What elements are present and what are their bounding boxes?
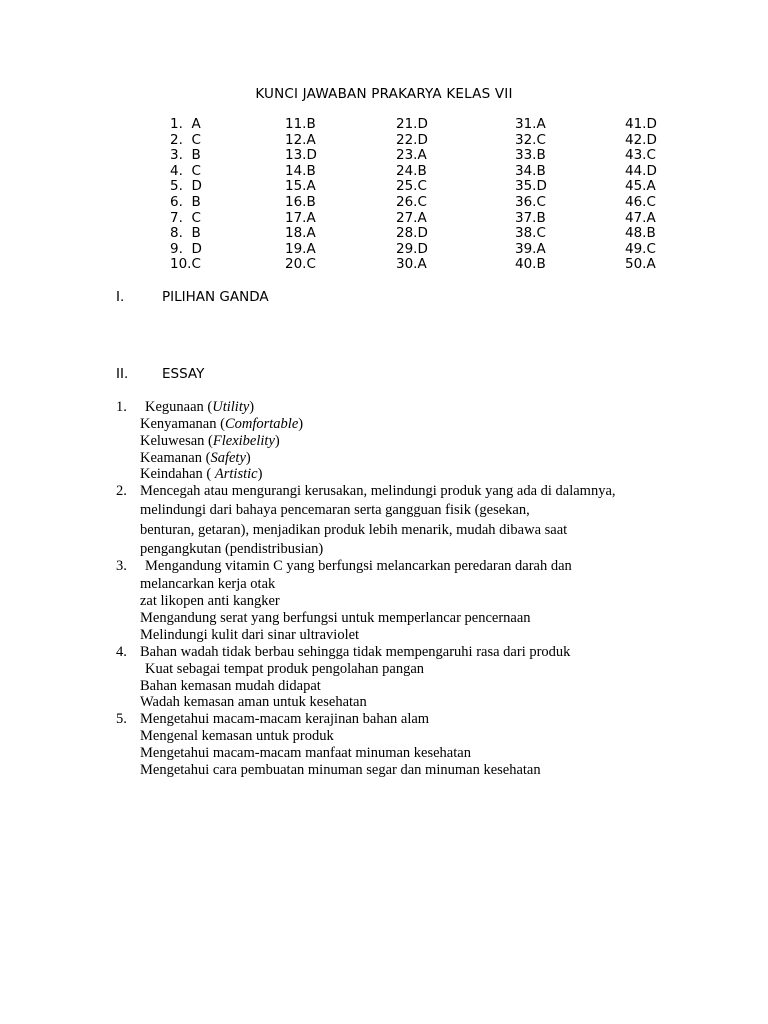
answer-item: 40.B	[515, 256, 546, 273]
answer-item: 10.C	[170, 256, 201, 273]
answer-item: 50.A	[625, 256, 656, 273]
essay-5-number: 5.	[116, 711, 127, 727]
essay-2-line: Mencegah atau mengurangi kerusakan, melindungi produk yang ada di dalamnya,	[140, 483, 616, 499]
essay-5-line: Mengetahui macam-macam kerajinan bahan alam	[140, 711, 430, 727]
answer-item: 48.B	[625, 225, 656, 242]
essay-2-number: 2.	[116, 483, 127, 499]
answer-item: 3. B	[170, 147, 201, 164]
page-title: KUNCI JAWABAN PRAKARYA KELAS VII	[255, 86, 513, 102]
answer-item: 20.C	[285, 256, 316, 273]
answer-item: 47.A	[625, 209, 656, 226]
answer-item: 5. D	[170, 178, 202, 195]
essay-1-line: Keamanan (Safety)	[140, 450, 251, 466]
essay-4-line: Wadah kemasan aman untuk kesehatan	[140, 694, 367, 710]
answer-item: 18.A	[285, 225, 316, 242]
answer-item: 2. C	[170, 131, 201, 148]
answer-item: 27.A	[396, 209, 427, 226]
answer-item: 12.A	[285, 131, 316, 148]
answer-item: 39.A	[515, 240, 546, 257]
answer-item: 44.D	[625, 162, 657, 179]
essay-2-line: melindungi dari bahaya pencemaran serta gangguan fisik (gesekan,	[140, 502, 530, 518]
answer-item: 26.C	[396, 194, 427, 210]
essay-1-line: Kenyamanan (Comfortable)	[140, 416, 304, 432]
answer-item: 42.D	[625, 131, 657, 148]
answer-item: 41.D	[625, 116, 657, 132]
essay-1-line: Keindahan ( Artistic)	[140, 466, 263, 482]
answer-item: 43.C	[625, 147, 656, 164]
answer-item: 46.C	[625, 194, 656, 210]
answer-item: 6. B	[170, 194, 201, 210]
essay-3-line: Mengandung serat yang berfungsi untuk memperlancar pencernaan	[140, 610, 531, 626]
answer-item: 1. A	[170, 116, 201, 132]
essay-2-line: benturan, getaran), menjadikan produk lebih menarik, mudah dibawa saat	[140, 522, 568, 538]
essay-5-line: Mengetahui cara pembuatan minuman segar dan minuman kesehatan	[140, 762, 541, 778]
answer-item: 24.B	[396, 162, 427, 179]
answer-item: 38.C	[515, 225, 546, 242]
answer-item: 45.A	[625, 178, 656, 195]
answer-item: 4. C	[170, 162, 201, 179]
essay-4-line: Bahan kemasan mudah didapat	[140, 678, 321, 694]
essay-5-line: Mengetahui macam-macam manfaat minuman kesehatan	[140, 745, 471, 761]
essay-4-line: Bahan wadah tidak berbau sehingga tidak mempengaruhi rasa dari produk	[140, 644, 571, 660]
answer-item: 31.A	[515, 116, 546, 132]
essay-1-number: 1.	[116, 399, 127, 415]
essay-2-line: pengangkutan (pendistribusian)	[140, 541, 324, 557]
answer-item: 32.C	[515, 131, 546, 148]
answer-item: 9. D	[170, 240, 202, 257]
essay-3-line: melancarkan kerja otak	[140, 576, 276, 592]
answer-item: 25.C	[396, 178, 427, 195]
answer-item: 11.B	[285, 116, 316, 132]
essay-3-line: zat likopen anti kangker	[140, 593, 280, 609]
answer-item: 21.D	[396, 116, 428, 132]
section-1-number: I.	[116, 289, 125, 305]
essay-3-line: Melindungi kulit dari sinar ultraviolet	[140, 627, 360, 643]
answer-item: 22.D	[396, 131, 428, 148]
answer-item: 33.B	[515, 147, 546, 164]
essay-3-line: Mengandung vitamin C yang berfungsi melancarkan peredaran darah dan	[145, 558, 572, 574]
answer-item: 23.A	[396, 147, 427, 164]
essay-5-line: Mengenal kemasan untuk produk	[140, 728, 334, 744]
answer-item: 7. C	[170, 209, 201, 226]
answer-item: 15.A	[285, 178, 316, 195]
section-2-number: II.	[116, 366, 129, 382]
answer-item: 14.B	[285, 162, 316, 179]
essay-4-line: Kuat sebagai tempat produk pengolahan pangan	[145, 661, 425, 677]
answer-item: 16.B	[285, 194, 316, 210]
essay-1-line: Keluwesan (Flexibelity)	[140, 433, 280, 449]
answer-item: 8. B	[170, 225, 201, 242]
section-1-heading: PILIHAN GANDA	[162, 289, 269, 305]
essay-3-number: 3.	[116, 558, 127, 574]
answer-item: 37.B	[515, 209, 546, 226]
section-2-heading: ESSAY	[162, 366, 205, 382]
essay-1-line: Kegunaan (Utility)	[145, 399, 255, 415]
answer-item: 13.D	[285, 147, 317, 164]
answer-item: 30.A	[396, 256, 427, 273]
answer-item: 28.D	[396, 225, 428, 242]
essay-4-number: 4.	[116, 644, 127, 660]
answer-item: 35.D	[515, 178, 547, 195]
answer-item: 17.A	[285, 209, 316, 226]
answer-item: 29.D	[396, 240, 428, 257]
answer-item: 34.B	[515, 162, 546, 179]
answer-item: 36.C	[515, 194, 546, 210]
answer-item: 19.A	[285, 240, 316, 257]
answer-item: 49.C	[625, 240, 656, 257]
